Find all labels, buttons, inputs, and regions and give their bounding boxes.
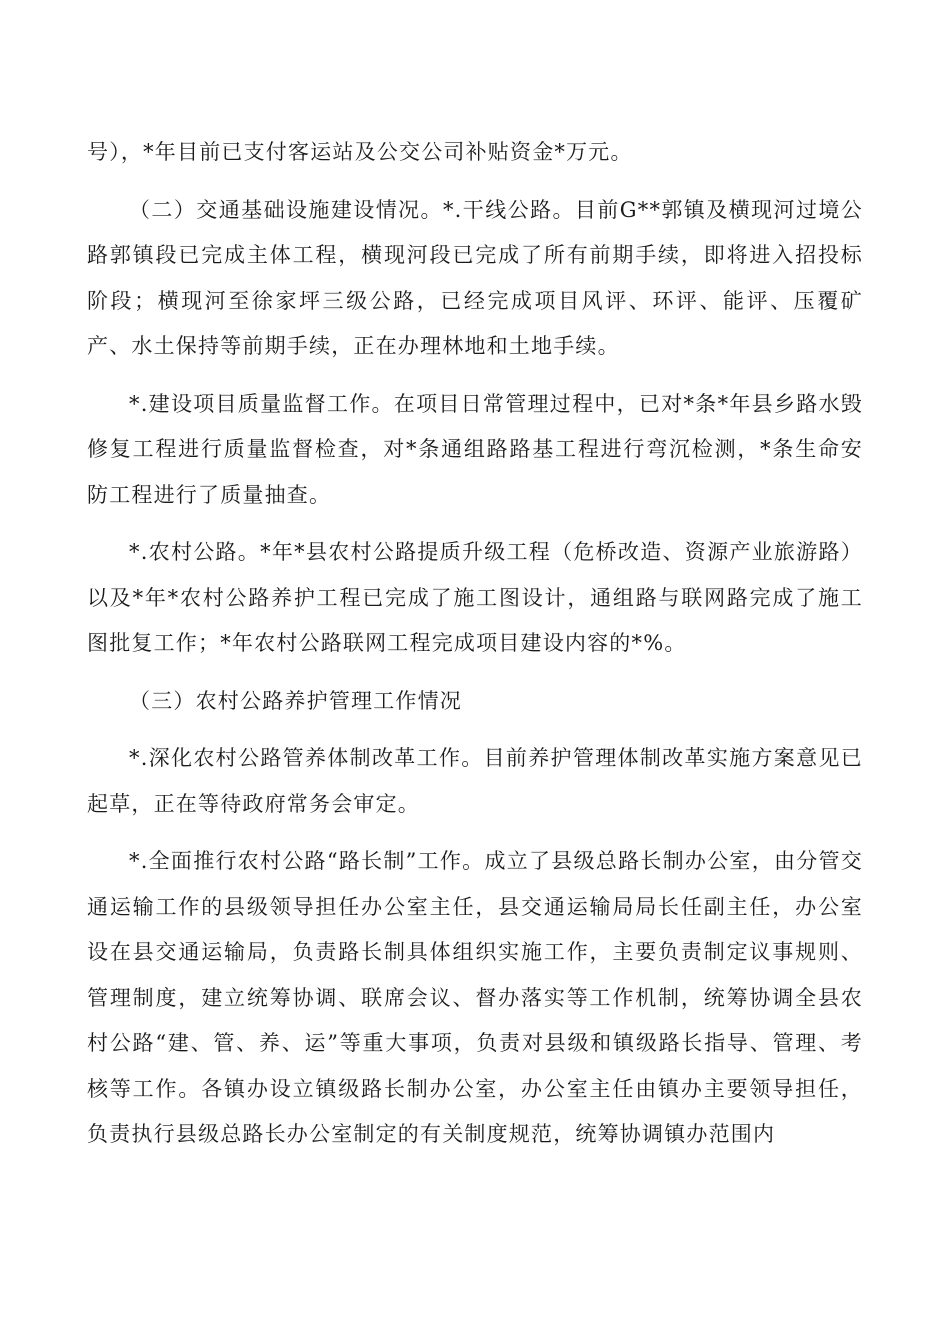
section-heading-road-maintenance: （三）农村公路养护管理工作情况 — [129, 688, 462, 713]
paragraph-quality-supervision: *.建设项目质量监督工作。在项目日常管理过程中，已对*条*年县乡路水毁修复工程进行质量监督检查，对*条通组路路基工程进行弯沉检测，*条生命安防工程进行了质量抽查。 — [87, 391, 863, 507]
paragraph-rural-roads: *.农村公路。*年*县农村公路提质升级工程（危桥改造、资源产业旅游路）以及*年*农村公路养护工程已完成了施工图设计，通组路与联网路完成了施工图批复工作；*年农村公路联网工程完成项目建设内容的*%。 — [87, 540, 863, 655]
paragraph-subsidy-continuation: 号），*年目前已支付客运站及公交公司补贴资金*万元。 — [87, 140, 633, 164]
paragraph-infrastructure-construction: （二）交通基础设施建设情况。*.干线公路。目前G**郭镇及横现河过境公路郭镇段已完成主体工程，横现河段已完成了所有前期手续，即将进入招投标阶段；横现河至徐家坪三级公路，已经完成项目风评、环评、能评、压覆矿产、水土保持等前期手续，正在办理林地和土地手续。 — [87, 197, 863, 358]
document-page — [87, 130, 863, 1170]
paragraph-road-chief-system: *.全面推行农村公路“路长制”工作。成立了县级总路长制办公室，由分管交通运输工作的县级领导担任办公室主任，县交通运输局局长任副主任，办公室设在县交通运输局，负责路长制具体组织实施工作，主要负责制定议事规则、管理制度，建立统筹协调、联席会议、督办落实等工作机制，统筹协调全县农村公路“建、管、养、运”等重大事项，负责对县级和镇级路长指导、管理、考核等工作。各镇办设立镇级路长制办公室，办公室主任由镇办主要领导担任，负责执行县级总路长办公室制定的有关制度规范，统筹协调镇办范围内 — [87, 849, 863, 1146]
paragraph-system-reform: *.深化农村公路管养体制改革工作。目前养护管理体制改革实施方案意见已起草，正在等待政府常务会审定。 — [87, 746, 863, 816]
